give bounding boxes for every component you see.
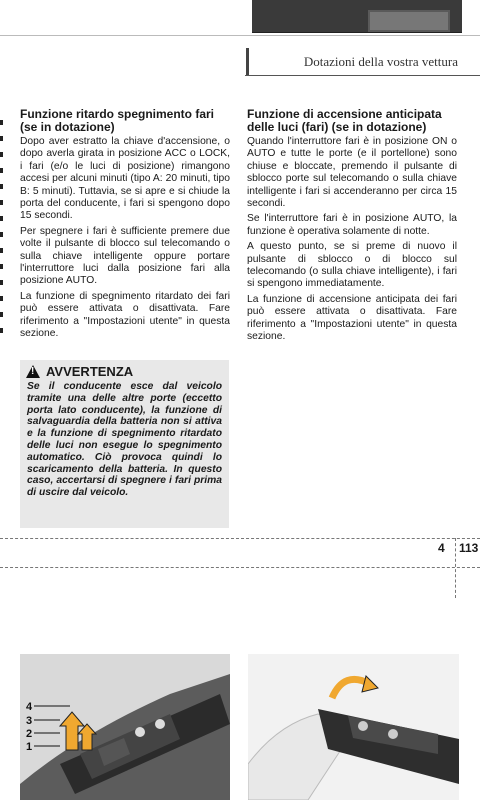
paragraph: La funzione di spegnimento ritardato dei fari può essere attivata o disattivata. Fare riferimento a "Impostazioni utente" in questa sezione. (20, 290, 230, 340)
heading-early-headlight-on: Funzione di accensione anticipata delle luci (fari) (se in dotazione) (247, 107, 442, 134)
section-tab-marker (246, 48, 249, 76)
paragraph: Per spegnere i fari è sufficiente premere due volte il pulsante di blocco sul telecomando o sulla chiave intelligente oppure portare l'interruttore luci dalla posizione fari alla posizione AUTO. (20, 225, 230, 287)
paragraph: Se l'interruttore fari è in posizione AUTO, la funzione è operativa solamente di notte. (247, 213, 457, 237)
header-divider (0, 35, 480, 36)
heading-delayed-headlight-off: Funzione ritardo spegnimento fari (se in dotazione) (20, 107, 215, 134)
header-photo (252, 0, 462, 33)
footer-divider-lower (0, 567, 480, 568)
warning-text: Se il conducente esce dal veicolo tramite una delle altre porte (eccetto porta lato conducente), la funzione di salvaguardia della batteria non si attiva e la funzione di spegnimento ritardato delle luci non esegue lo spegnimento automatico. Ciò provoca quindi lo scaricamento della batteria. In questo caso, accertarsi di spegnere i fari prima di uscire dal veicolo. (27, 381, 222, 499)
paragraph: A questo punto, se si preme di nuovo il pulsante di sblocco o di blocco sul telecomando (o sulla chiave intelligente), i fari si spengono immediatamente. (247, 241, 457, 290)
hand-turning-stalk-figure (248, 654, 459, 800)
position-label-1: 1 (26, 741, 33, 753)
light-switch-stalk-figure (20, 654, 230, 800)
right-column (247, 108, 457, 347)
paragraph: Quando l'interruttore fari è in posizione ON o AUTO e tutte le porte (e il portellone) sono chiuse e bloccate, premendo il pulsante di sblocco porte sul telecomando o sulla chiave intelligente i fari si accenderanno per circa 15 secondi. (247, 136, 457, 210)
chapter-number: 4 (438, 541, 445, 555)
paragraph: Dopo aver estratto la chiave d'accensione, o dopo averla girata in posizione ACC o LOCK, i fari (e/o le luci di posizione) rimangono accesi per alcuni minuti (tipo A: 20 minuti, tipo B: 5 minuti). Tuttavia, se si apre e si chiude la porta del conducente, i fari si spengono dopo 15 secondi. (20, 136, 230, 222)
binding-marks (0, 120, 3, 344)
section-title-underline (245, 75, 480, 76)
paragraph: La funzione di accensione anticipata dei fari può essere attivata o disattivata. Fare riferimento a "Impostazioni utente" in questa sezione. (247, 293, 457, 343)
footer-divider (0, 538, 480, 539)
position-label-4: 4 (26, 701, 33, 713)
page-number-separator (455, 538, 456, 598)
page-number: 113 (459, 541, 479, 555)
position-label-3: 3 (26, 715, 33, 727)
warning-title: AVVERTENZA (46, 364, 134, 379)
warning-triangle-icon (26, 365, 40, 378)
position-label-2: 2 (26, 728, 33, 740)
left-column (20, 108, 230, 344)
warning-box (20, 360, 229, 528)
section-title: Dotazioni della vostra vettura (303, 54, 458, 69)
